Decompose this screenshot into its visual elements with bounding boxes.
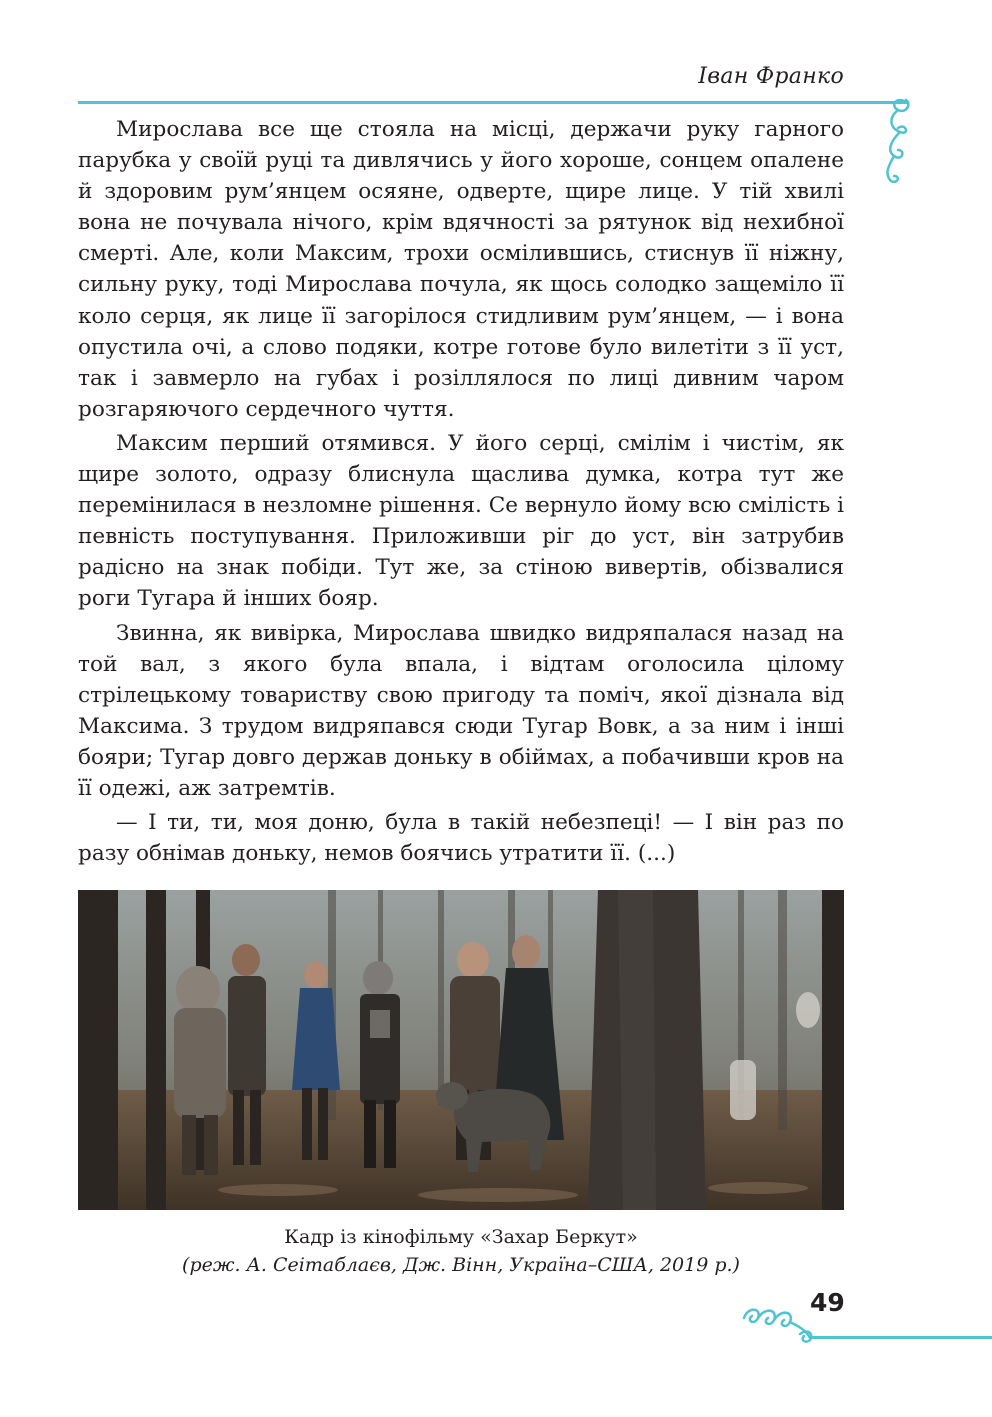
swirl-ornament-icon bbox=[876, 92, 926, 192]
article-body bbox=[78, 114, 844, 872]
swirl-ornament-icon bbox=[738, 1290, 818, 1350]
film-still-image bbox=[78, 890, 844, 1210]
caption-title: Кадр із кінофільму «Захар Беркут» bbox=[284, 1226, 638, 1248]
paragraph: Максим перший отямився. У його серці, смілім і чистім, як щире золото, одразу блиснула щаслива думка, котра тут же перемінилася в незломне рішення. Се вернуло йому всю смілість і певність поступування. Приложивши ріг до уст, він затрубив радісно на знак побіди. Тут же, за стіною вивертів, обізвалися роги Тугара й інших бояр. bbox=[78, 430, 844, 612]
footer-rule bbox=[810, 1336, 992, 1339]
header-rule bbox=[78, 101, 908, 104]
figure-caption bbox=[78, 1223, 844, 1279]
running-header-author: Іван Франко bbox=[698, 64, 844, 89]
paragraph: — І ти, ти, моя доню, була в такій небезпеці! — І він раз по разу обнімав доньку, немов боячись утратити її. (...) bbox=[78, 810, 844, 867]
page-number: 49 bbox=[810, 1288, 845, 1317]
paragraph: Мирослава все ще стояла на місці, держачи руку гарного парубка у своїй руці та дивлячись у його хороше, сонцем опалене й здоровим рум’янцем осяяне, одверте, щире лице. У тій хвилі вона не почувала нічого, крім вдячності за рятунок від нехибної смерті. Але, коли Максим, трохи осмілившись, стиснув її ніжну, сильну руку, тоді Мирослава почула, як щось солодко защеміло її коло серця, як лице її загорілося стидливим рум’янцем, — і вона опустила очі, а слово подяки, котре готове було вилетіти з її уст, так і завмерло на губах і розіллялося по лиці дивним чаром розгаряючого сердечного чуття. bbox=[78, 117, 844, 422]
caption-credits: (реж. А. Сеітаблаєв, Дж. Вінн, Україна–США, 2019 р.) bbox=[182, 1254, 740, 1276]
paragraph: Звинна, як вивірка, Мирослава швидко видряпалася назад на той вал, з якого була впала, і відтам оголосила цілому стрілецькому товариству свою пригоду та поміч, якої дізнала від Максима. З трудом видряпався сюди Тугар Вовк, а за ним і інші бояри; Тугар довго держав доньку в обіймах, а побачивши кров на її одежі, аж затремтів. bbox=[78, 620, 844, 801]
